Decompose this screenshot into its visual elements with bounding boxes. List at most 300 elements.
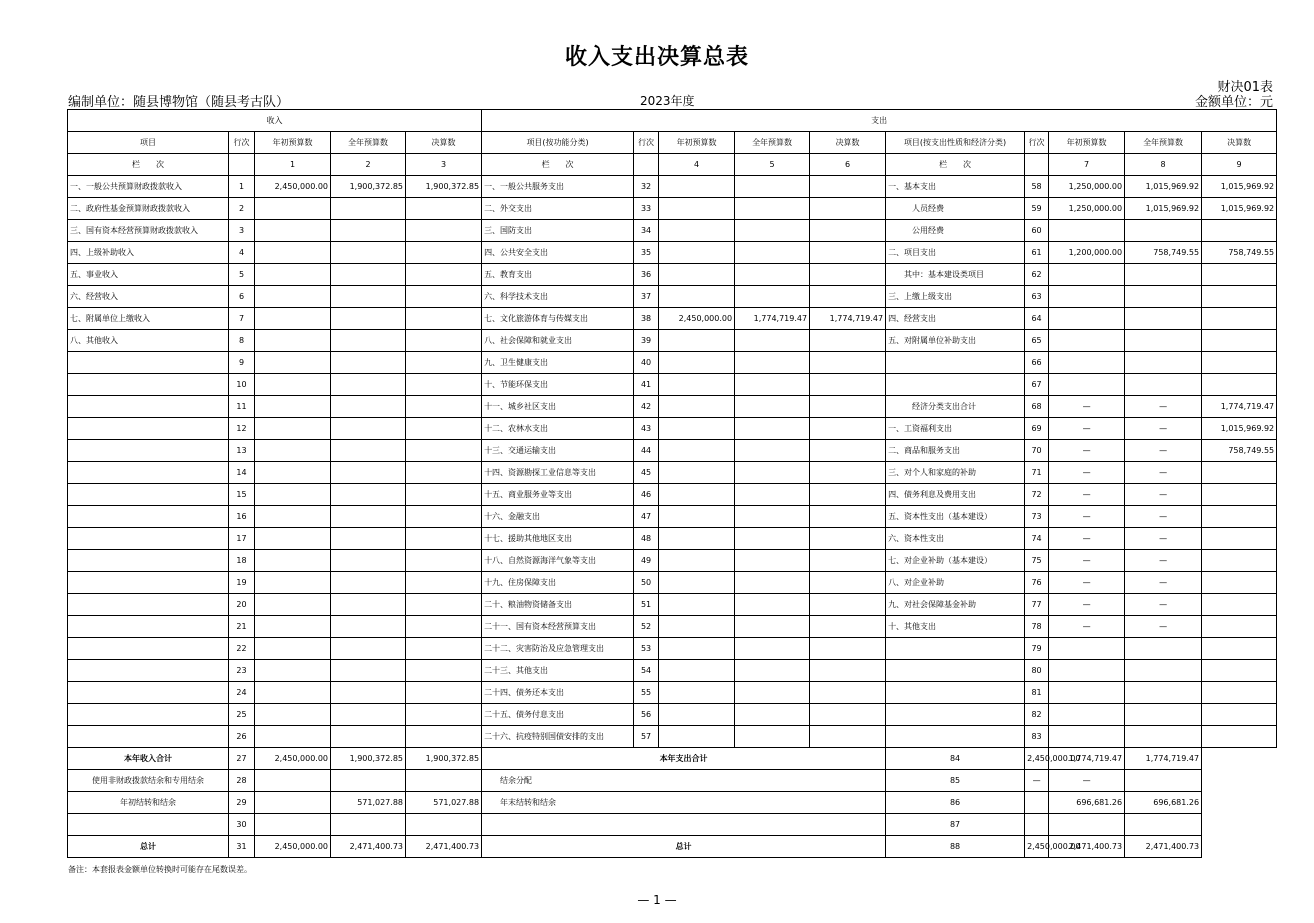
total-cell: 1,774,719.47 xyxy=(1125,748,1202,770)
table-cell xyxy=(810,682,886,704)
column-label: 栏 次 xyxy=(482,154,634,176)
table-cell xyxy=(255,682,331,704)
total-row xyxy=(68,814,1277,836)
total-cell: 2,471,400.73 xyxy=(331,836,406,858)
table-cell xyxy=(735,528,810,550)
total-cell: 2,471,400.73 xyxy=(1125,836,1202,858)
table-cell: — xyxy=(1049,616,1125,638)
table-cell: — xyxy=(1049,572,1125,594)
table-cell xyxy=(331,352,406,374)
table-cell: 68 xyxy=(1025,396,1049,418)
table-cell xyxy=(255,374,331,396)
table-cell xyxy=(735,506,810,528)
table-cell: 十五、商业服务业等支出 xyxy=(482,484,634,506)
table-cell xyxy=(331,594,406,616)
table-cell xyxy=(886,352,1025,374)
col-num: 2 xyxy=(331,154,406,176)
table-cell xyxy=(1202,352,1277,374)
table-cell xyxy=(810,638,886,660)
col-num: 7 xyxy=(1049,154,1125,176)
total-cell xyxy=(1049,814,1125,836)
table-cell xyxy=(735,286,810,308)
table-cell xyxy=(735,352,810,374)
col-header-annual-budget: 全年预算数 xyxy=(735,132,810,154)
table-cell: 758,749.55 xyxy=(1202,242,1277,264)
col-header-initial-budget: 年初预算数 xyxy=(1049,132,1125,154)
total-cell: — xyxy=(1025,770,1049,792)
table-cell xyxy=(406,418,482,440)
table-cell: 十四、资源勘探工业信息等支出 xyxy=(482,462,634,484)
table-cell xyxy=(68,638,229,660)
table-cell: 三、对个人和家庭的补助 xyxy=(886,462,1025,484)
table-row xyxy=(68,638,1277,660)
table-row xyxy=(68,418,1277,440)
table-cell: 六、资本性支出 xyxy=(886,528,1025,550)
table-cell: 24 xyxy=(229,682,255,704)
total-cell: 2,450,000.00 xyxy=(1025,748,1049,770)
table-cell: 18 xyxy=(229,550,255,572)
table-cell: 一、基本支出 xyxy=(886,176,1025,198)
table-cell xyxy=(68,726,229,748)
table-cell xyxy=(735,374,810,396)
table-cell: 78 xyxy=(1025,616,1049,638)
table-row xyxy=(68,572,1277,594)
table-cell xyxy=(406,616,482,638)
total-cell: 30 xyxy=(229,814,255,836)
total-cell xyxy=(406,814,482,836)
table-cell: 39 xyxy=(634,330,659,352)
table-row xyxy=(68,198,1277,220)
table-cell xyxy=(255,242,331,264)
table-cell: — xyxy=(1125,572,1202,594)
col-header-initial-budget: 年初预算数 xyxy=(659,132,735,154)
table-cell xyxy=(1049,220,1125,242)
table-cell xyxy=(1202,594,1277,616)
table-cell xyxy=(810,484,886,506)
table-cell xyxy=(1049,374,1125,396)
table-cell xyxy=(331,704,406,726)
table-cell: 2,450,000.00 xyxy=(255,176,331,198)
table-cell: 59 xyxy=(1025,198,1049,220)
table-cell xyxy=(331,682,406,704)
table-cell xyxy=(810,330,886,352)
table-cell xyxy=(659,616,735,638)
table-cell: 50 xyxy=(634,572,659,594)
table-cell: 1 xyxy=(229,176,255,198)
table-cell: 75 xyxy=(1025,550,1049,572)
table-cell xyxy=(659,528,735,550)
table-cell: 65 xyxy=(1025,330,1049,352)
table-cell: 二十二、灾害防治及应急管理支出 xyxy=(482,638,634,660)
col-header-row-no: 行次 xyxy=(1025,132,1049,154)
table-cell xyxy=(1125,660,1202,682)
table-row xyxy=(68,308,1277,330)
table-cell: 34 xyxy=(634,220,659,242)
table-cell xyxy=(68,682,229,704)
table-cell xyxy=(659,462,735,484)
table-cell xyxy=(255,418,331,440)
table-cell: 八、社会保障和就业支出 xyxy=(482,330,634,352)
table-cell xyxy=(68,418,229,440)
table-cell xyxy=(331,572,406,594)
table-cell: 67 xyxy=(1025,374,1049,396)
table-cell xyxy=(1202,374,1277,396)
table-cell: 69 xyxy=(1025,418,1049,440)
table-cell xyxy=(810,528,886,550)
table-cell: 54 xyxy=(634,660,659,682)
table-cell xyxy=(406,638,482,660)
table-cell xyxy=(810,572,886,594)
table-cell xyxy=(406,198,482,220)
table-cell: — xyxy=(1125,440,1202,462)
table-cell: 42 xyxy=(634,396,659,418)
table-cell xyxy=(1049,726,1125,748)
table-cell: 十、节能环保支出 xyxy=(482,374,634,396)
table-cell: 73 xyxy=(1025,506,1049,528)
total-cell: 2,471,400.73 xyxy=(406,836,482,858)
table-cell xyxy=(659,176,735,198)
total-cell: 88 xyxy=(886,836,1025,858)
table-cell xyxy=(1202,682,1277,704)
table-cell: 6 xyxy=(229,286,255,308)
table-cell: 758,749.55 xyxy=(1125,242,1202,264)
table-row xyxy=(68,594,1277,616)
table-cell: 40 xyxy=(634,352,659,374)
column-label: 栏 次 xyxy=(886,154,1025,176)
table-row xyxy=(68,484,1277,506)
table-cell xyxy=(735,616,810,638)
table-cell xyxy=(255,286,331,308)
table-cell xyxy=(735,440,810,462)
col-num: 5 xyxy=(735,154,810,176)
table-cell xyxy=(810,418,886,440)
table-cell xyxy=(1049,308,1125,330)
table-row xyxy=(68,440,1277,462)
table-cell: — xyxy=(1049,440,1125,462)
table-cell xyxy=(331,198,406,220)
table-cell xyxy=(331,418,406,440)
table-cell: 80 xyxy=(1025,660,1049,682)
table-cell: 55 xyxy=(634,682,659,704)
table-cell xyxy=(255,396,331,418)
table-cell xyxy=(68,484,229,506)
table-cell xyxy=(406,286,482,308)
total-cell: 571,027.88 xyxy=(331,792,406,814)
table-cell: 17 xyxy=(229,528,255,550)
table-cell xyxy=(406,264,482,286)
table-cell: 12 xyxy=(229,418,255,440)
table-cell: 56 xyxy=(634,704,659,726)
table-cell: 44 xyxy=(634,440,659,462)
table-cell xyxy=(255,462,331,484)
total-cell xyxy=(331,770,406,792)
table-row xyxy=(68,242,1277,264)
col-num: 4 xyxy=(659,154,735,176)
table-cell: 1,774,719.47 xyxy=(810,308,886,330)
table-cell: — xyxy=(1125,506,1202,528)
table-cell xyxy=(886,726,1025,748)
table-cell: 二十六、抗疫特别国债安排的支出 xyxy=(482,726,634,748)
table-cell xyxy=(331,550,406,572)
total-cell: 31 xyxy=(229,836,255,858)
table-cell xyxy=(1202,220,1277,242)
table-cell xyxy=(1202,660,1277,682)
table-cell xyxy=(255,726,331,748)
table-cell: 1,015,969.92 xyxy=(1202,198,1277,220)
table-row xyxy=(68,330,1277,352)
table-row xyxy=(68,528,1277,550)
table-cell xyxy=(406,220,482,242)
table-cell: 二十、粮油物资储备支出 xyxy=(482,594,634,616)
income-header: 收入 xyxy=(68,110,482,132)
table-cell xyxy=(735,726,810,748)
table-cell xyxy=(1202,264,1277,286)
col-header-final-account: 决算数 xyxy=(810,132,886,154)
total-cell: 87 xyxy=(886,814,1025,836)
col-header-final-account: 决算数 xyxy=(406,132,482,154)
total-cell xyxy=(482,814,886,836)
table-cell xyxy=(1049,638,1125,660)
table-cell xyxy=(255,506,331,528)
table-cell xyxy=(1202,726,1277,748)
table-cell xyxy=(331,440,406,462)
table-cell xyxy=(659,682,735,704)
table-cell xyxy=(659,264,735,286)
table-cell xyxy=(1202,528,1277,550)
table-cell: — xyxy=(1125,484,1202,506)
table-cell: 64 xyxy=(1025,308,1049,330)
table-cell: 十九、住房保障支出 xyxy=(482,572,634,594)
table-cell xyxy=(659,594,735,616)
table-cell: 70 xyxy=(1025,440,1049,462)
table-cell: 十一、城乡社区支出 xyxy=(482,396,634,418)
table-cell: 一、工资福利支出 xyxy=(886,418,1025,440)
table-row xyxy=(68,176,1277,198)
table-cell xyxy=(810,462,886,484)
table-cell xyxy=(659,374,735,396)
table-cell xyxy=(255,550,331,572)
table-row xyxy=(68,506,1277,528)
table-cell: 2 xyxy=(229,198,255,220)
total-row xyxy=(68,770,1277,792)
table-cell xyxy=(810,726,886,748)
table-cell xyxy=(735,220,810,242)
total-cell: 年末结转和结余 xyxy=(482,792,886,814)
table-cell xyxy=(810,396,886,418)
table-cell: — xyxy=(1049,594,1125,616)
table-cell xyxy=(659,330,735,352)
table-cell: 1,015,969.92 xyxy=(1125,198,1202,220)
table-cell: 38 xyxy=(634,308,659,330)
table-cell xyxy=(406,396,482,418)
table-cell: — xyxy=(1049,506,1125,528)
total-cell: 年初结转和结余 xyxy=(68,792,229,814)
table-cell xyxy=(1202,704,1277,726)
col-header-initial-budget: 年初预算数 xyxy=(255,132,331,154)
table-cell: 1,900,372.85 xyxy=(406,176,482,198)
col-num: 3 xyxy=(406,154,482,176)
table-cell: 七、附属单位上缴收入 xyxy=(68,308,229,330)
table-cell: 1,250,000.00 xyxy=(1049,176,1125,198)
table-cell xyxy=(255,484,331,506)
table-cell: 23 xyxy=(229,660,255,682)
table-cell xyxy=(255,440,331,462)
table-cell xyxy=(735,638,810,660)
table-cell xyxy=(735,176,810,198)
table-cell xyxy=(68,594,229,616)
table-row xyxy=(68,726,1277,748)
table-cell xyxy=(735,660,810,682)
table-cell: 9 xyxy=(229,352,255,374)
col-header-row-no: 行次 xyxy=(229,132,255,154)
table-cell: 九、卫生健康支出 xyxy=(482,352,634,374)
col-num: 8 xyxy=(1125,154,1202,176)
table-cell xyxy=(68,506,229,528)
table-cell xyxy=(1125,264,1202,286)
table-cell xyxy=(1202,616,1277,638)
table-cell xyxy=(255,594,331,616)
total-cell: 2,450,000.00 xyxy=(255,748,331,770)
table-cell: — xyxy=(1049,528,1125,550)
table-cell: 三、国防支出 xyxy=(482,220,634,242)
page-title: 收入支出决算总表 xyxy=(564,45,749,70)
table-cell xyxy=(331,220,406,242)
table-cell xyxy=(255,220,331,242)
table-cell: 五、资本性支出（基本建设） xyxy=(886,506,1025,528)
table-cell: 53 xyxy=(634,638,659,660)
table-cell: 82 xyxy=(1025,704,1049,726)
table-cell xyxy=(331,374,406,396)
table-cell: 36 xyxy=(634,264,659,286)
table-cell: 公用经费 xyxy=(886,220,1025,242)
table-cell: 83 xyxy=(1025,726,1049,748)
table-cell xyxy=(810,352,886,374)
total-cell: 2,450,000.00 xyxy=(255,836,331,858)
table-row xyxy=(68,264,1277,286)
table-cell xyxy=(1202,330,1277,352)
table-cell xyxy=(1202,506,1277,528)
total-cell: 2,450,000.00 xyxy=(1025,836,1049,858)
table-cell: — xyxy=(1125,528,1202,550)
table-cell: 人员经费 xyxy=(886,198,1025,220)
table-cell xyxy=(255,616,331,638)
table-cell xyxy=(886,374,1025,396)
table-cell: — xyxy=(1049,550,1125,572)
total-cell: 2,471,400.73 xyxy=(1049,836,1125,858)
table-row xyxy=(68,220,1277,242)
table-cell xyxy=(331,242,406,264)
table-cell: 19 xyxy=(229,572,255,594)
table-cell xyxy=(331,660,406,682)
table-cell: 76 xyxy=(1025,572,1049,594)
col-num: 1 xyxy=(255,154,331,176)
table-cell xyxy=(406,572,482,594)
table-cell: 45 xyxy=(634,462,659,484)
col-num: 6 xyxy=(810,154,886,176)
total-cell: 86 xyxy=(886,792,1025,814)
total-cell: 使用非财政拨款结余和专用结余 xyxy=(68,770,229,792)
table-row xyxy=(68,374,1277,396)
table-cell xyxy=(331,396,406,418)
table-cell: 26 xyxy=(229,726,255,748)
table-cell xyxy=(810,704,886,726)
table-cell: 二、外交支出 xyxy=(482,198,634,220)
table-cell: 经济分类支出合计 xyxy=(886,396,1025,418)
table-cell: 四、经营支出 xyxy=(886,308,1025,330)
table-cell xyxy=(886,638,1025,660)
table-cell xyxy=(331,638,406,660)
total-cell: 29 xyxy=(229,792,255,814)
total-row xyxy=(68,836,1277,858)
table-cell xyxy=(735,330,810,352)
total-cell: 结余分配 xyxy=(482,770,886,792)
table-cell: 二十四、债务还本支出 xyxy=(482,682,634,704)
table-row xyxy=(68,616,1277,638)
table-cell: 13 xyxy=(229,440,255,462)
table-cell: 3 xyxy=(229,220,255,242)
table-cell xyxy=(406,308,482,330)
table-cell xyxy=(659,220,735,242)
table-cell xyxy=(68,660,229,682)
total-row xyxy=(68,748,1277,770)
table-cell: 49 xyxy=(634,550,659,572)
table-cell xyxy=(659,286,735,308)
table-cell: 57 xyxy=(634,726,659,748)
table-cell: 六、科学技术支出 xyxy=(482,286,634,308)
table-cell xyxy=(1049,286,1125,308)
table-cell xyxy=(255,638,331,660)
table-cell: 41 xyxy=(634,374,659,396)
table-cell xyxy=(68,352,229,374)
table-cell xyxy=(810,176,886,198)
table-cell xyxy=(659,550,735,572)
table-cell xyxy=(659,506,735,528)
table-cell: 十三、交通运输支出 xyxy=(482,440,634,462)
table-cell xyxy=(1125,220,1202,242)
table-cell: — xyxy=(1125,550,1202,572)
table-cell: 二、政府性基金预算财政拨款收入 xyxy=(68,198,229,220)
table-cell xyxy=(810,374,886,396)
table-cell xyxy=(255,704,331,726)
table-cell: — xyxy=(1125,418,1202,440)
table-cell: 5 xyxy=(229,264,255,286)
total-cell: 总计 xyxy=(68,836,229,858)
table-cell: 51 xyxy=(634,594,659,616)
table-cell: 7 xyxy=(229,308,255,330)
col-header-final-account: 决算数 xyxy=(1202,132,1277,154)
table-cell: 一、一般公共服务支出 xyxy=(482,176,634,198)
table-cell xyxy=(406,440,482,462)
table-cell xyxy=(659,704,735,726)
table-cell: 60 xyxy=(1025,220,1049,242)
table-cell: 十、其他支出 xyxy=(886,616,1025,638)
table-cell: 72 xyxy=(1025,484,1049,506)
table-cell: 1,774,719.47 xyxy=(735,308,810,330)
total-cell: 85 xyxy=(886,770,1025,792)
table-cell: 62 xyxy=(1025,264,1049,286)
table-cell xyxy=(255,198,331,220)
table-cell xyxy=(659,396,735,418)
table-cell: 32 xyxy=(634,176,659,198)
total-cell: 696,681.26 xyxy=(1125,792,1202,814)
table-cell xyxy=(659,484,735,506)
table-cell xyxy=(659,638,735,660)
total-cell: 本年收入合计 xyxy=(68,748,229,770)
table-cell xyxy=(1049,682,1125,704)
table-cell xyxy=(659,440,735,462)
table-cell xyxy=(331,484,406,506)
table-cell xyxy=(659,352,735,374)
